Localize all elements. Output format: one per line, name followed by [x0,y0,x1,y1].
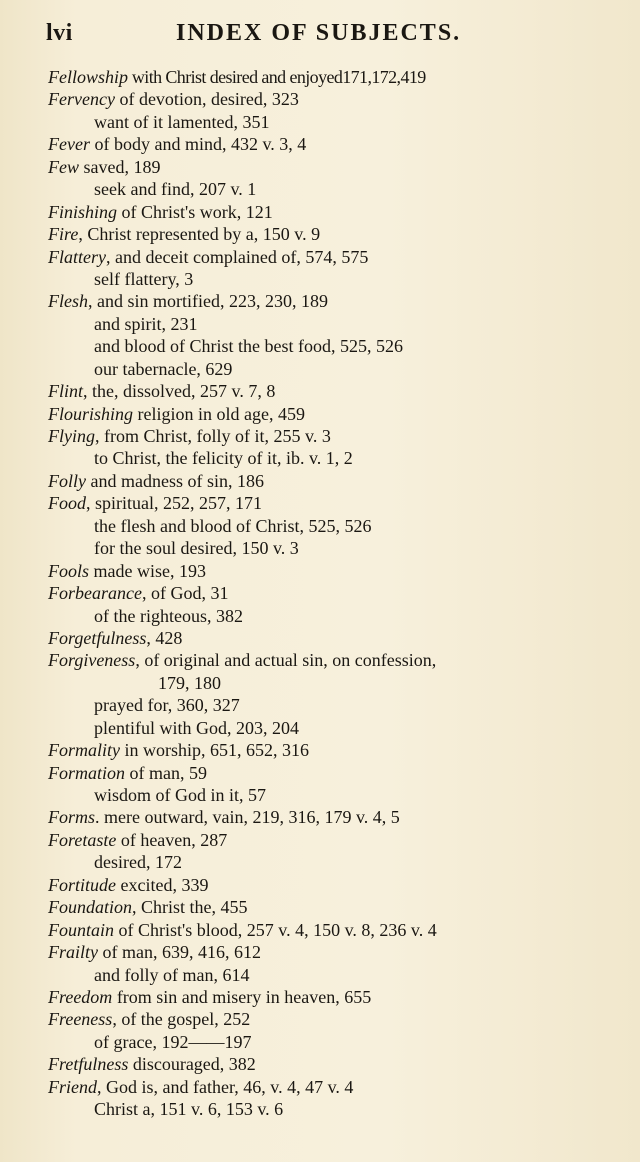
entry-text: , 428 [146,627,183,648]
entry-text: . mere outward, vain, 219, 316, 179 v. 4, 5 [95,807,400,828]
entry-text: our tabernacle, 629 [94,358,233,379]
index-subentry [48,672,618,694]
entry-text: , and sin mortified, 223, 230, 189 [88,291,328,312]
index-entry [48,246,618,268]
index-subentry [48,447,618,469]
index-subentry [48,717,618,739]
page-header [46,20,612,54]
entry-keyword: Folly [48,470,86,491]
index-entry [48,874,618,896]
index-subentry [48,1098,618,1120]
entry-text: , spiritual, 252, 257, 171 [86,493,262,514]
index-entries [48,66,618,1121]
index-subentry [48,358,618,380]
entry-keyword: Few [48,156,79,177]
entry-text: 179, 180 [158,672,221,693]
entry-keyword: Flying [48,426,95,446]
entry-keyword: Flourishing [48,403,134,424]
entry-text: of heaven, 287 [116,829,228,850]
running-title: INDEX OF SUBJECTS. [176,20,462,46]
entry-text: prayed for, 360, 327 [94,695,240,716]
entry-text: of Christ's blood, 257 v. 4, 150 v. 8, 236 v. 4 [114,919,437,940]
index-entry [48,403,618,425]
entry-keyword: Fortitude [48,874,116,895]
entry-keyword: Fervency [48,89,115,110]
entry-text: of body and mind, 432 v. 3, 4 [89,134,307,155]
entry-text: and madness of sin, 186 [86,470,264,491]
entry-text: with Christ desired and enjoyed171,172,419 [128,67,426,87]
index-entry [48,290,618,312]
entry-text: in worship, 651, 652, 316 [120,740,309,761]
entry-text: of grace, 192——197 [94,1031,252,1052]
index-subentry [48,335,618,357]
entry-text: of the righteous, 382 [94,605,243,626]
entry-text: of Christ's work, 121 [117,201,273,222]
entry-keyword: Fever [48,134,90,155]
entry-text: of devotion, desired, 323 [114,89,299,110]
index-entry [48,201,618,223]
index-entry [48,133,618,155]
entry-keyword: Freedom [48,986,113,1007]
index-subentry [48,784,618,806]
entry-text: discouraged, 382 [128,1054,256,1075]
entry-keyword: Fellowship [48,67,128,87]
index-entry [48,919,618,941]
entry-text: and blood of Christ the best food, 525, 526 [94,336,403,357]
index-entry [48,1053,618,1075]
page-number: lvi [46,20,73,46]
index-entry [48,66,618,88]
entry-keyword: Flesh [48,291,88,312]
entry-keyword: Forgetfulness [48,627,147,648]
entry-text: for the soul desired, 150 v. 3 [94,538,299,559]
entry-text: desired, 172 [94,852,182,873]
entry-text: , of original and actual sin, on confession, [135,650,437,671]
index-subentry [48,111,618,133]
entry-keyword: Finishing [48,201,118,222]
index-subentry [48,268,618,290]
entry-text: of man, 639, 416, 612 [98,942,261,963]
index-subentry [48,964,618,986]
entry-text: excited, 339 [116,874,209,895]
index-entry [48,806,618,828]
index-entry [48,829,618,851]
index-entry [48,762,618,784]
index-entry [48,380,618,402]
index-entry [48,88,618,110]
entry-text: , the, dissolved, 257 v. 7, 8 [83,381,276,402]
entry-keyword: Fire [48,224,79,245]
index-entry [48,1008,618,1030]
entry-keyword: Foundation [48,897,132,918]
entry-keyword: Forgiveness [48,650,136,671]
entry-keyword: Foretaste [48,829,117,850]
index-subentry [48,178,618,200]
entry-keyword: Formality [48,740,120,761]
index-entry [48,941,618,963]
index-subentry [48,537,618,559]
index-entry [48,986,618,1008]
entry-text: and folly of man, 614 [94,964,250,985]
entry-text: to Christ, the felicity of it, ib. v. 1, 2 [94,448,353,469]
entry-keyword: Food [48,493,86,514]
index-entry [48,156,618,178]
entry-keyword: Friend [48,1076,97,1097]
entry-keyword: Flattery [48,246,106,267]
entry-keyword: Forbearance [48,583,142,604]
entry-text: wisdom of God in it, 57 [94,785,267,805]
entry-text: from sin and misery in heaven, 655 [112,986,372,1007]
entry-keyword: Freeness [48,1009,113,1030]
index-subentry [48,851,618,873]
entry-text: , Christ the, 455 [132,897,248,918]
index-subentry [48,605,618,627]
entry-text: the flesh and blood of Christ, 525, 526 [94,515,372,536]
entry-text: , of the gospel, 252 [112,1009,251,1030]
entry-text: of man, 59 [125,762,207,783]
index-entry [48,739,618,761]
index-entry [48,560,618,582]
index-entry [48,649,618,671]
entry-keyword: Fountain [48,919,114,940]
index-entry [48,425,618,447]
entry-keyword: Fretfulness [48,1054,129,1075]
index-entry [48,470,618,492]
entry-text: seek and find, 207 v. 1 [94,179,257,200]
entry-text: , of God, 31 [141,583,229,604]
entry-text: , God is, and father, 46, v. 4, 47 v. 4 [97,1076,354,1097]
entry-keyword: Flint [48,381,83,402]
index-entry [48,896,618,918]
index-entry [48,627,618,649]
entry-text: made wise, 193 [89,560,206,581]
index-entry [48,223,618,245]
entry-text: religion in old age, 459 [133,403,305,424]
entry-text: , and deceit complained of, 574, 575 [105,246,369,267]
index-entry [48,1076,618,1098]
index-entry [48,582,618,604]
entry-text: and spirit, 231 [94,313,198,334]
entry-text: , Christ represented by a, 150 v. 9 [78,224,321,245]
entry-text: saved, 189 [79,156,161,177]
entry-keyword: Formation [48,762,126,783]
entry-text: Christ a, 151 v. 6, 153 v. 6 [94,1099,284,1120]
entry-text: want of it lamented, 351 [94,111,270,132]
entry-keyword: Fools [48,560,90,581]
index-subentry [48,313,618,335]
index-entry [48,492,618,514]
index-subentry [48,1031,618,1053]
entry-text: plentiful with God, 203, 204 [94,717,299,738]
entry-keyword: Forms [48,807,96,828]
entry-text: self flattery, 3 [94,268,194,289]
entry-keyword: Frailty [48,942,98,963]
index-subentry [48,515,618,537]
entry-text: , from Christ, folly of it, 255 v. 3 [95,426,331,446]
index-subentry [48,694,618,716]
